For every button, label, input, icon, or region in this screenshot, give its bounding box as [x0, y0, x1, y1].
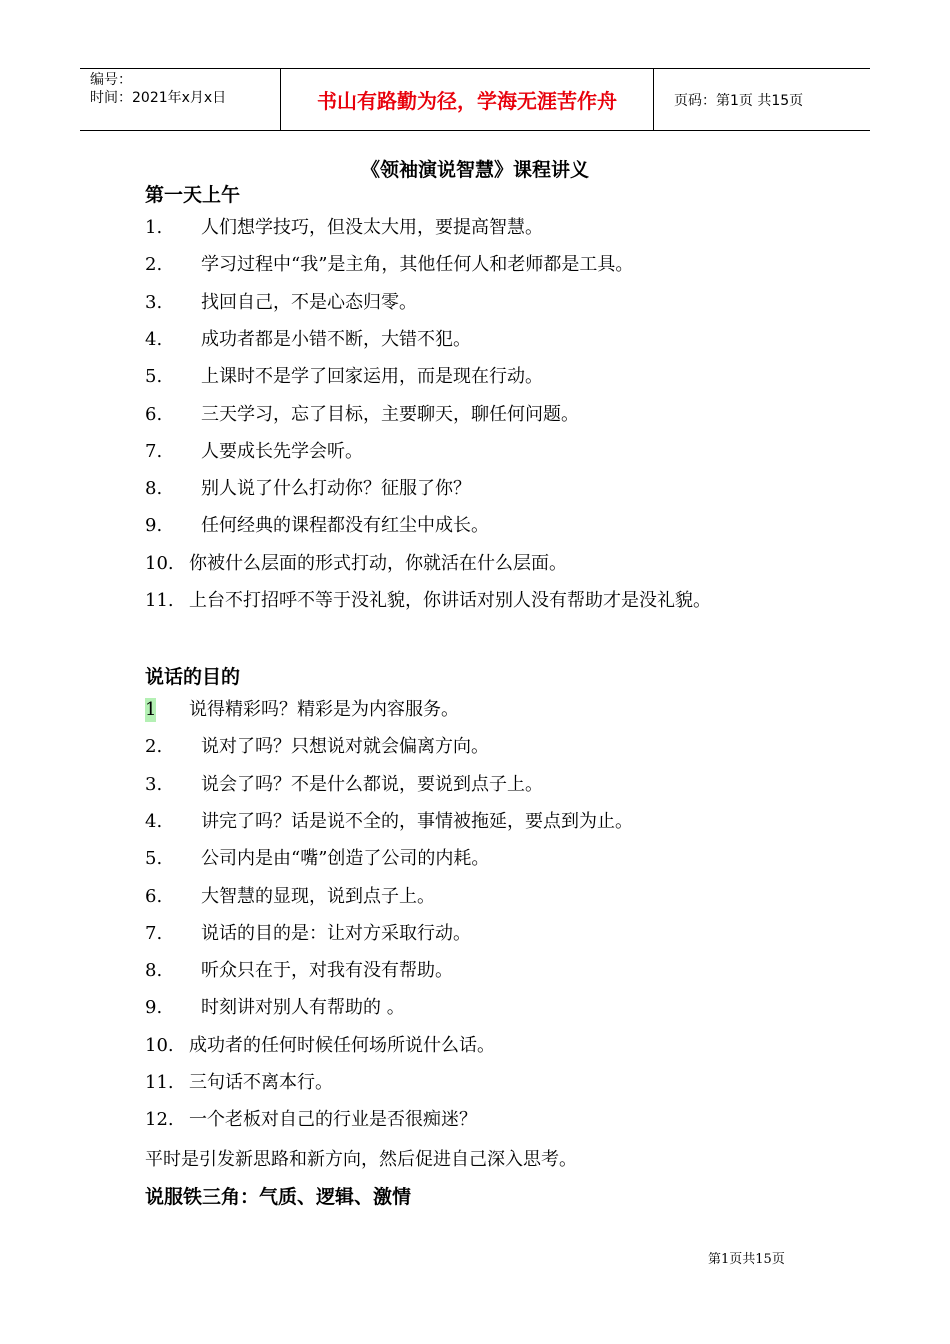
- list-item-number: 6.: [145, 403, 163, 425]
- list-item-text: 找回自己，不是心态归零。: [201, 291, 417, 313]
- header-page-label: [664, 69, 870, 130]
- list-item-number: 10.: [145, 552, 174, 574]
- list-item-text: 学习过程中“我”是主角，其他任何人和老师都是工具。: [201, 254, 634, 276]
- list-item-number: 3.: [145, 773, 163, 795]
- list-item-number: 7.: [145, 922, 163, 944]
- list-item-text: 成功者的任何时候任何场所说什么话。: [189, 1034, 495, 1056]
- list-item-text: 说会了吗？不是什么都说，要说到点子上。: [201, 773, 543, 795]
- page-header: [80, 68, 870, 131]
- list-item-text: 上课时不是学了回家运用，而是现在行动。: [201, 366, 543, 388]
- list-item-text: 任何经典的课程都没有红尘中成长。: [201, 515, 489, 537]
- list-item-number: 7.: [145, 440, 163, 462]
- list-item-number: 5.: [145, 848, 163, 870]
- list-item-text: 别人说了什么打动你？征服了你？: [201, 478, 471, 500]
- section-heading-day1: 第一天上午: [145, 184, 241, 206]
- list-item-text: 说对了吗？只想说对就会偏离方向。: [201, 736, 489, 758]
- section-heading-persuasion: 说服铁三角：气质、逻辑、激情: [145, 1186, 412, 1208]
- list-item-text: 大智慧的显现，说到点子上。: [201, 885, 435, 907]
- header-motto: 书山有路勤为径，学海无涯苦作舟: [281, 69, 654, 130]
- list-item-text: 上台不打招呼不等于没礼貌，你讲话对别人没有帮助才是没礼貌。: [189, 590, 711, 611]
- page-footer: 第1页共15页: [708, 1252, 785, 1267]
- list-item-number: 8.: [145, 478, 163, 500]
- list-item-text: 时刻讲对别人有帮助的 。: [201, 997, 405, 1019]
- list-item-text: 三天学习，忘了目标，主要聊天，聊任何问题。: [201, 403, 579, 425]
- list-item-number: 4.: [145, 328, 163, 350]
- list-item-text: 说话的目的是：让对方采取行动。: [201, 922, 471, 944]
- list-item-text: 人们想学技巧，但没太大用，要提高智慧。: [201, 217, 543, 238]
- list-item-text: 人要成长先学会听。: [201, 440, 363, 462]
- list-item-number: 3.: [145, 291, 163, 313]
- list-item-number: 9.: [145, 515, 163, 537]
- list-item-number: 9.: [145, 997, 163, 1019]
- list-item-text: 讲完了吗？话是说不全的，事情被拖延，要点到为止。: [201, 810, 633, 832]
- time-label: 时间：2021年x月x日: [90, 90, 227, 106]
- list-item-number: 4.: [145, 810, 163, 832]
- page-number-label: 页码：第1页 共15页: [674, 92, 804, 109]
- list-item-number: 2.: [145, 254, 163, 276]
- list-item-text: 三句话不离本行。: [189, 1072, 333, 1093]
- document-title: 《领袖演说智慧》课程讲义: [360, 159, 589, 181]
- list-item-number: 8.: [145, 960, 163, 982]
- section-heading-purpose: 说话的目的: [145, 666, 241, 688]
- list-item-number: 11.: [145, 1072, 174, 1093]
- list-item-text: 听众只在于，对我有没有帮助。: [201, 960, 453, 982]
- list-item-number: 12.: [145, 1109, 174, 1131]
- list-item-number: 1: [145, 699, 157, 720]
- list-item-number: 11.: [145, 590, 174, 611]
- list-item-text: 公司内是由“嘴”创造了公司的内耗。: [201, 848, 490, 870]
- list-item-text: 你被什么层面的形式打动，你就活在什么层面。: [189, 552, 567, 574]
- list-item-text: 一个老板对自己的行业是否很痴迷？: [189, 1109, 477, 1131]
- list-item-text: 成功者都是小错不断，大错不犯。: [201, 328, 471, 350]
- list-item-number: 2.: [145, 736, 163, 758]
- list-item-number: 1.: [145, 217, 163, 238]
- closing-paragraph: 平时是引发新思路和新方向，然后促进自己深入思考。: [145, 1149, 577, 1170]
- list-item-number: 10.: [145, 1034, 174, 1056]
- serial-label: 编号：: [90, 72, 132, 88]
- list-item-text: 说得精彩吗？精彩是为内容服务。: [189, 699, 459, 720]
- list-item-number: 6.: [145, 885, 163, 907]
- list-item-number: 5.: [145, 366, 163, 388]
- header-meta-cell: [80, 69, 281, 130]
